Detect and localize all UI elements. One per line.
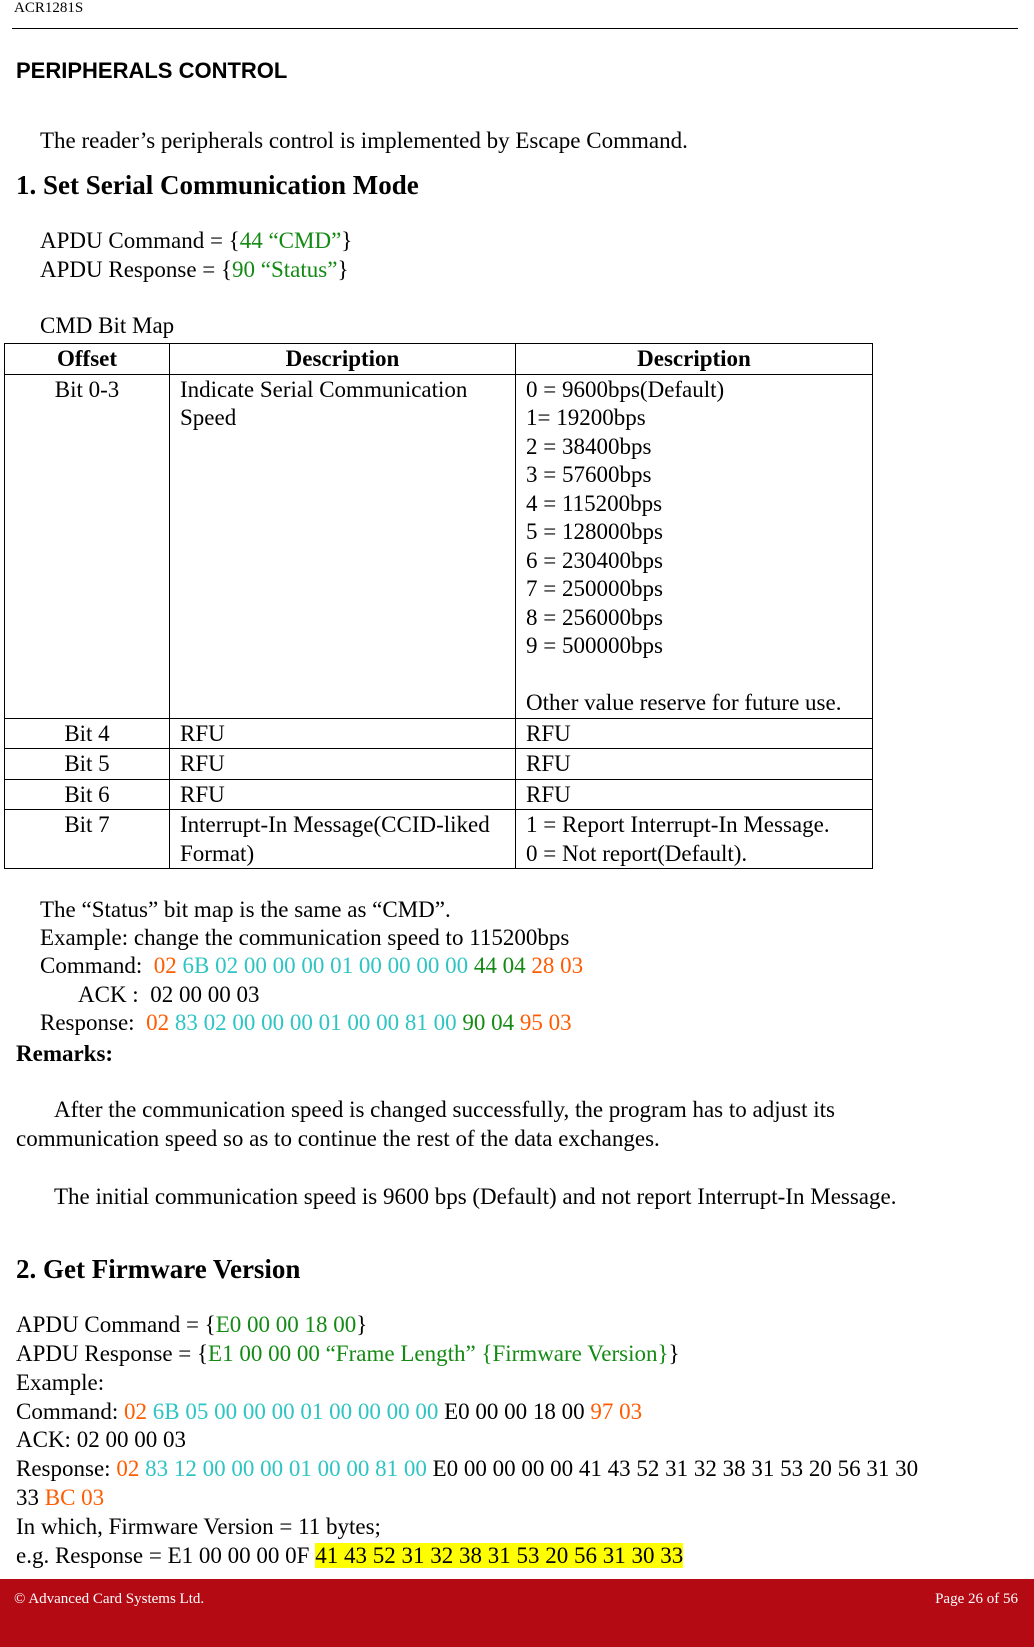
value-line: 4 = 115200bps [526, 490, 663, 516]
fw-apdu-response-value: E1 00 00 00 “Frame Length” {Firmware Version} [208, 1341, 669, 1366]
value-line: 7 = 250000bps [526, 576, 663, 601]
table-row [5, 779, 873, 810]
firmware-version-highlight: 41 43 52 31 32 38 31 53 20 56 31 30 33 [315, 1543, 684, 1568]
remark-1-line-2: communication speed so as to continue the rest of the data exchanges. [16, 1126, 660, 1151]
ack-label: ACK : [78, 982, 139, 1007]
page-footer [0, 1579, 1034, 1647]
apdu-command-line [40, 228, 352, 254]
section-title: PERIPHERALS CONTROL [16, 58, 288, 83]
table-row [5, 374, 873, 718]
description-cell: Interrupt-In Message(CCID-liked Format) [170, 810, 516, 869]
value-line: Other value reserve for future use. [526, 690, 842, 715]
fw-apdu-response-line [16, 1341, 680, 1367]
apdu-response-value: 90 “Status” [232, 257, 338, 282]
cmd-byte-group: 02 [123, 1399, 147, 1424]
fw-response-line-1 [16, 1456, 918, 1482]
apdu-response-prefix: APDU Response = { [40, 257, 233, 282]
description-cell: RFU [170, 779, 516, 810]
apdu-response-suffix: } [337, 257, 349, 282]
cmd-byte-group: 02 [153, 953, 177, 978]
remark-1-line-1: After the communication speed is changed successfully, the program has to adjust its [54, 1097, 835, 1122]
description-cell: RFU [170, 718, 516, 749]
bitmap-label: CMD Bit Map [40, 313, 175, 338]
offset-cell: Bit 4 [5, 718, 170, 749]
fw-apdu-command-suffix: } [356, 1312, 368, 1337]
eg-response-prefix: e.g. Response = E1 00 00 00 0F [16, 1543, 310, 1568]
fw-ack-line: ACK: 02 00 00 03 [16, 1427, 186, 1452]
document-code: ACR1281S [14, 0, 84, 16]
cmd-byte-group: 44 04 [473, 953, 526, 978]
resp-byte-group: 33 [16, 1485, 39, 1510]
cmd-byte-group: 6B 02 00 00 00 01 00 00 00 00 [182, 953, 469, 978]
value-line: 6 = 230400bps [526, 547, 663, 573]
fw-example-label: Example: [16, 1370, 105, 1395]
table-header-row [5, 344, 873, 375]
heading-get-firmware-version: 2. Get Firmware Version [16, 1254, 301, 1284]
example-line: Example: change the communication speed to 115200bps [40, 925, 570, 950]
resp-byte-group: 02 [146, 1010, 170, 1035]
resp-byte-group: 95 03 [519, 1010, 572, 1035]
value-line: 2 = 38400bps [526, 433, 652, 459]
fw-in-which: In which, Firmware Version = 11 bytes; [16, 1514, 381, 1539]
example-response-line [40, 1010, 572, 1036]
value-line: 9 = 500000bps [526, 633, 663, 658]
value-cell: RFU [516, 749, 873, 780]
offset-cell: Bit 7 [5, 810, 170, 869]
response-label: Response: [40, 1010, 135, 1035]
table-row [5, 810, 873, 869]
cmd-bitmap-table [4, 343, 873, 869]
apdu-command-suffix: } [341, 228, 353, 253]
description-cell: RFU [170, 749, 516, 780]
value-cell: RFU [516, 779, 873, 810]
value-cell: RFU [516, 718, 873, 749]
apdu-command-value: 44 “CMD” [239, 228, 342, 253]
intro-text: The reader’s peripherals control is implemented by Escape Command. [40, 128, 688, 153]
fw-apdu-response-suffix: } [668, 1341, 680, 1366]
cmd-byte-group: 97 03 [590, 1399, 643, 1424]
value-line: 0 = 9600bps(Default) [526, 376, 725, 402]
resp-byte-group: E0 00 00 00 00 41 43 52 31 32 38 31 53 20 56 31 30 [432, 1456, 919, 1481]
footer-copyright: © Advanced Card Systems Ltd. [14, 1591, 205, 1607]
apdu-command-prefix: APDU Command = { [40, 228, 240, 253]
value-line [526, 661, 862, 690]
fw-apdu-response-prefix: APDU Response = { [16, 1341, 209, 1366]
command-label: Command: [40, 953, 143, 978]
resp-byte-group: 90 04 [462, 1010, 515, 1035]
header-rule [12, 28, 1018, 29]
value-line: 3 = 57600bps [526, 462, 652, 487]
fw-apdu-command-line [16, 1312, 367, 1338]
cmd-byte-group: 28 03 [531, 953, 584, 978]
resp-byte-group: BC 03 [44, 1485, 105, 1510]
value-line: 0 = Not report(Default). [526, 840, 748, 866]
value-line: 1 = Report Interrupt-In Message. [526, 812, 830, 837]
table-row [5, 749, 873, 780]
fw-apdu-command-prefix: APDU Command = { [16, 1312, 216, 1337]
remark-2: The initial communication speed is 9600 bps (Default) and not report Interrupt-In Message. [54, 1184, 897, 1209]
example-ack-line [78, 982, 259, 1008]
command-label: Command: [16, 1399, 119, 1424]
fw-apdu-command-value: E0 00 00 18 00 [215, 1312, 357, 1337]
value-line: 5 = 128000bps [526, 519, 663, 544]
resp-byte-group: 02 [116, 1456, 140, 1481]
ack-bytes: 02 00 00 03 [150, 982, 260, 1007]
offset-cell: Bit 5 [5, 749, 170, 780]
column-header: Offset [5, 344, 170, 375]
table-row [5, 718, 873, 749]
column-header: Description [170, 344, 516, 375]
remarks-title: Remarks: [16, 1041, 114, 1066]
fw-command-line [16, 1399, 642, 1425]
offset-cell: Bit 0-3 [5, 374, 170, 718]
value-cell [516, 374, 873, 718]
description-cell: Indicate Serial Communication Speed [170, 374, 516, 718]
resp-byte-group: 83 12 00 00 00 01 00 00 81 00 [145, 1456, 427, 1481]
value-cell [516, 810, 873, 869]
offset-cell: Bit 6 [5, 779, 170, 810]
response-label: Response: [16, 1456, 111, 1481]
heading-set-serial-mode: 1. Set Serial Communication Mode [16, 170, 419, 200]
cmd-byte-group: 6B 05 00 00 00 01 00 00 00 00 [152, 1399, 439, 1424]
value-line: 8 = 256000bps [526, 604, 663, 630]
footer-page-number: Page 26 of 56 [935, 1591, 1018, 1607]
example-command-line [40, 953, 583, 979]
cmd-byte-group: E0 00 00 18 00 [444, 1399, 585, 1424]
apdu-response-line [40, 257, 349, 283]
fw-eg-response [16, 1543, 683, 1569]
fw-response-line-2 [16, 1485, 104, 1511]
column-header: Description [516, 344, 873, 375]
value-line: 1= 19200bps [526, 405, 646, 430]
status-note: The “Status” bit map is the same as “CMD”. [40, 897, 451, 922]
resp-byte-group: 83 02 00 00 00 01 00 00 81 00 [174, 1010, 457, 1035]
